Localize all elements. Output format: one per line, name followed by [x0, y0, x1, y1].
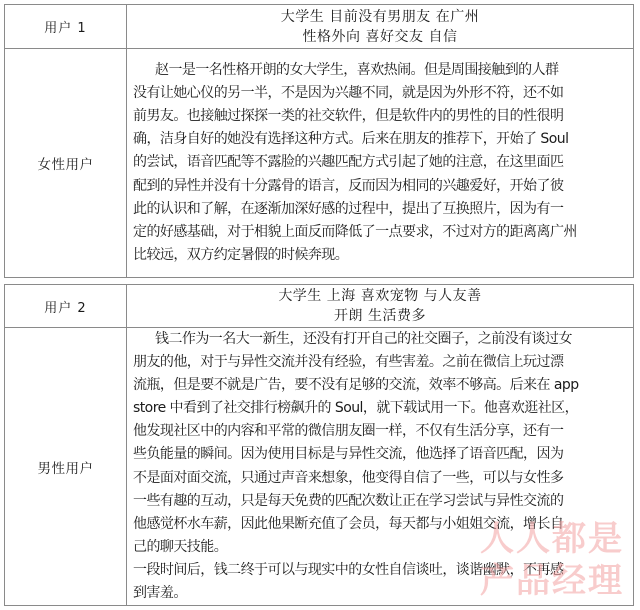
table2-user-type: 男性用户	[5, 328, 127, 606]
table2-story-line: 些负能量的瞬间。因为使用目标是与异性交流，他选择了语音匹配，因为	[133, 446, 564, 463]
table2-story-line: 他感觉杯水车薪，因此他果断充值了会员，每天都与小姐姐交流，增长自	[133, 515, 564, 532]
table2-header-row	[5, 285, 634, 328]
table2-summary-line-1: 大学生 上海 喜欢宠物 与人友善	[278, 288, 482, 304]
table1-user-type: 女性用户	[5, 49, 127, 278]
table1-story-line: 比较远，双方约定暑假的时候奔现。	[133, 246, 349, 263]
table1-user-label: 用户 1	[5, 5, 127, 49]
table1-summary	[127, 5, 634, 49]
watermark-text: 人人都是产品经理	[480, 519, 624, 601]
table1-story-line: 此的认识和了解，在逐渐加深好感的过程中，提出了互换照片，因为有一	[133, 200, 564, 217]
table1-story	[127, 49, 634, 278]
table1-story-line: 配到的异性并没有十分露骨的语言，反而因为相同的兴趣爱好，开始了彼	[133, 177, 564, 194]
table2-story-line: 一些有趣的互动，只是每天免费的匹配次数让正在学习尝试与异性交流的	[133, 492, 564, 509]
table1-story-line: 赵一是一名性格开朗的女大学生，喜欢热闹。但是周围接触到的人群	[155, 62, 559, 79]
table2-story-line: 钱二作为一名大一新生，还没有打开自己的社交圈子，之前没有谈过女	[155, 331, 572, 347]
table2-story-line: 一段时间后，钱二终于可以与现实中的女性自信谈吐，谈谐幽默，不再感	[133, 561, 564, 578]
table2-summary	[127, 285, 634, 328]
table2-story-line: 他发现社区中的内容和平常的微信朋友圈一样，不仅有生活分享，还有一	[133, 423, 564, 440]
table2-story-line: 不是面对面交流，只通过声音来想象，他变得自信了一些，可以与女性多	[133, 469, 564, 486]
table1-header-row	[5, 5, 634, 49]
table2-summary-line-2: 开朗 生活费多	[334, 308, 426, 324]
table1-story-line: 前男友。也接触过探探一类的社交软件，但是软件内的男性的目的性很明	[133, 108, 564, 125]
table2-story-line: 流瓶，但是要不就是广告，要不没有足够的交流，效率不够高。后来在 app	[133, 377, 579, 394]
table1-story-line: 确，洁身自好的她没有选择这种方式。后来在朋友的推荐下，开始了 Soul	[133, 131, 569, 148]
table1-story-line: 没有让她心仪的另一半，不是因为兴趣不同，就是因为外形不符，还不如	[133, 85, 564, 102]
table2-story-line: 到害羞。	[133, 585, 187, 602]
table2-story-line: store 中看到了社交排行榜飙升的 Soul，就下载试用一下。他喜欢逛社区，	[133, 400, 579, 417]
table1-story-line: 的尝试，语音匹配等不露脸的兴趣匹配方式引起了她的注意，在这里面匹	[133, 154, 564, 171]
table1-body-row	[5, 49, 634, 278]
user-persona-table-1	[4, 4, 634, 278]
table1-summary-line-1: 大学生 目前没有男朋友 在广州	[280, 8, 480, 25]
table2-story-line: 朋友的他，对于与异性交流并没有经验，有些害羞。之前在微信上玩过漂	[133, 354, 564, 371]
watermark-logo	[480, 519, 630, 602]
table1-story-line: 定的好感基础，对于相貌上面反而降低了一点要求，不过对方的距离离广州	[133, 223, 577, 240]
table1-summary-line-2: 性格外向 喜好交友 自信	[302, 28, 458, 45]
table2-user-label: 用户 2	[5, 285, 127, 328]
table2-story-line: 己的聊天技能。	[133, 538, 228, 555]
